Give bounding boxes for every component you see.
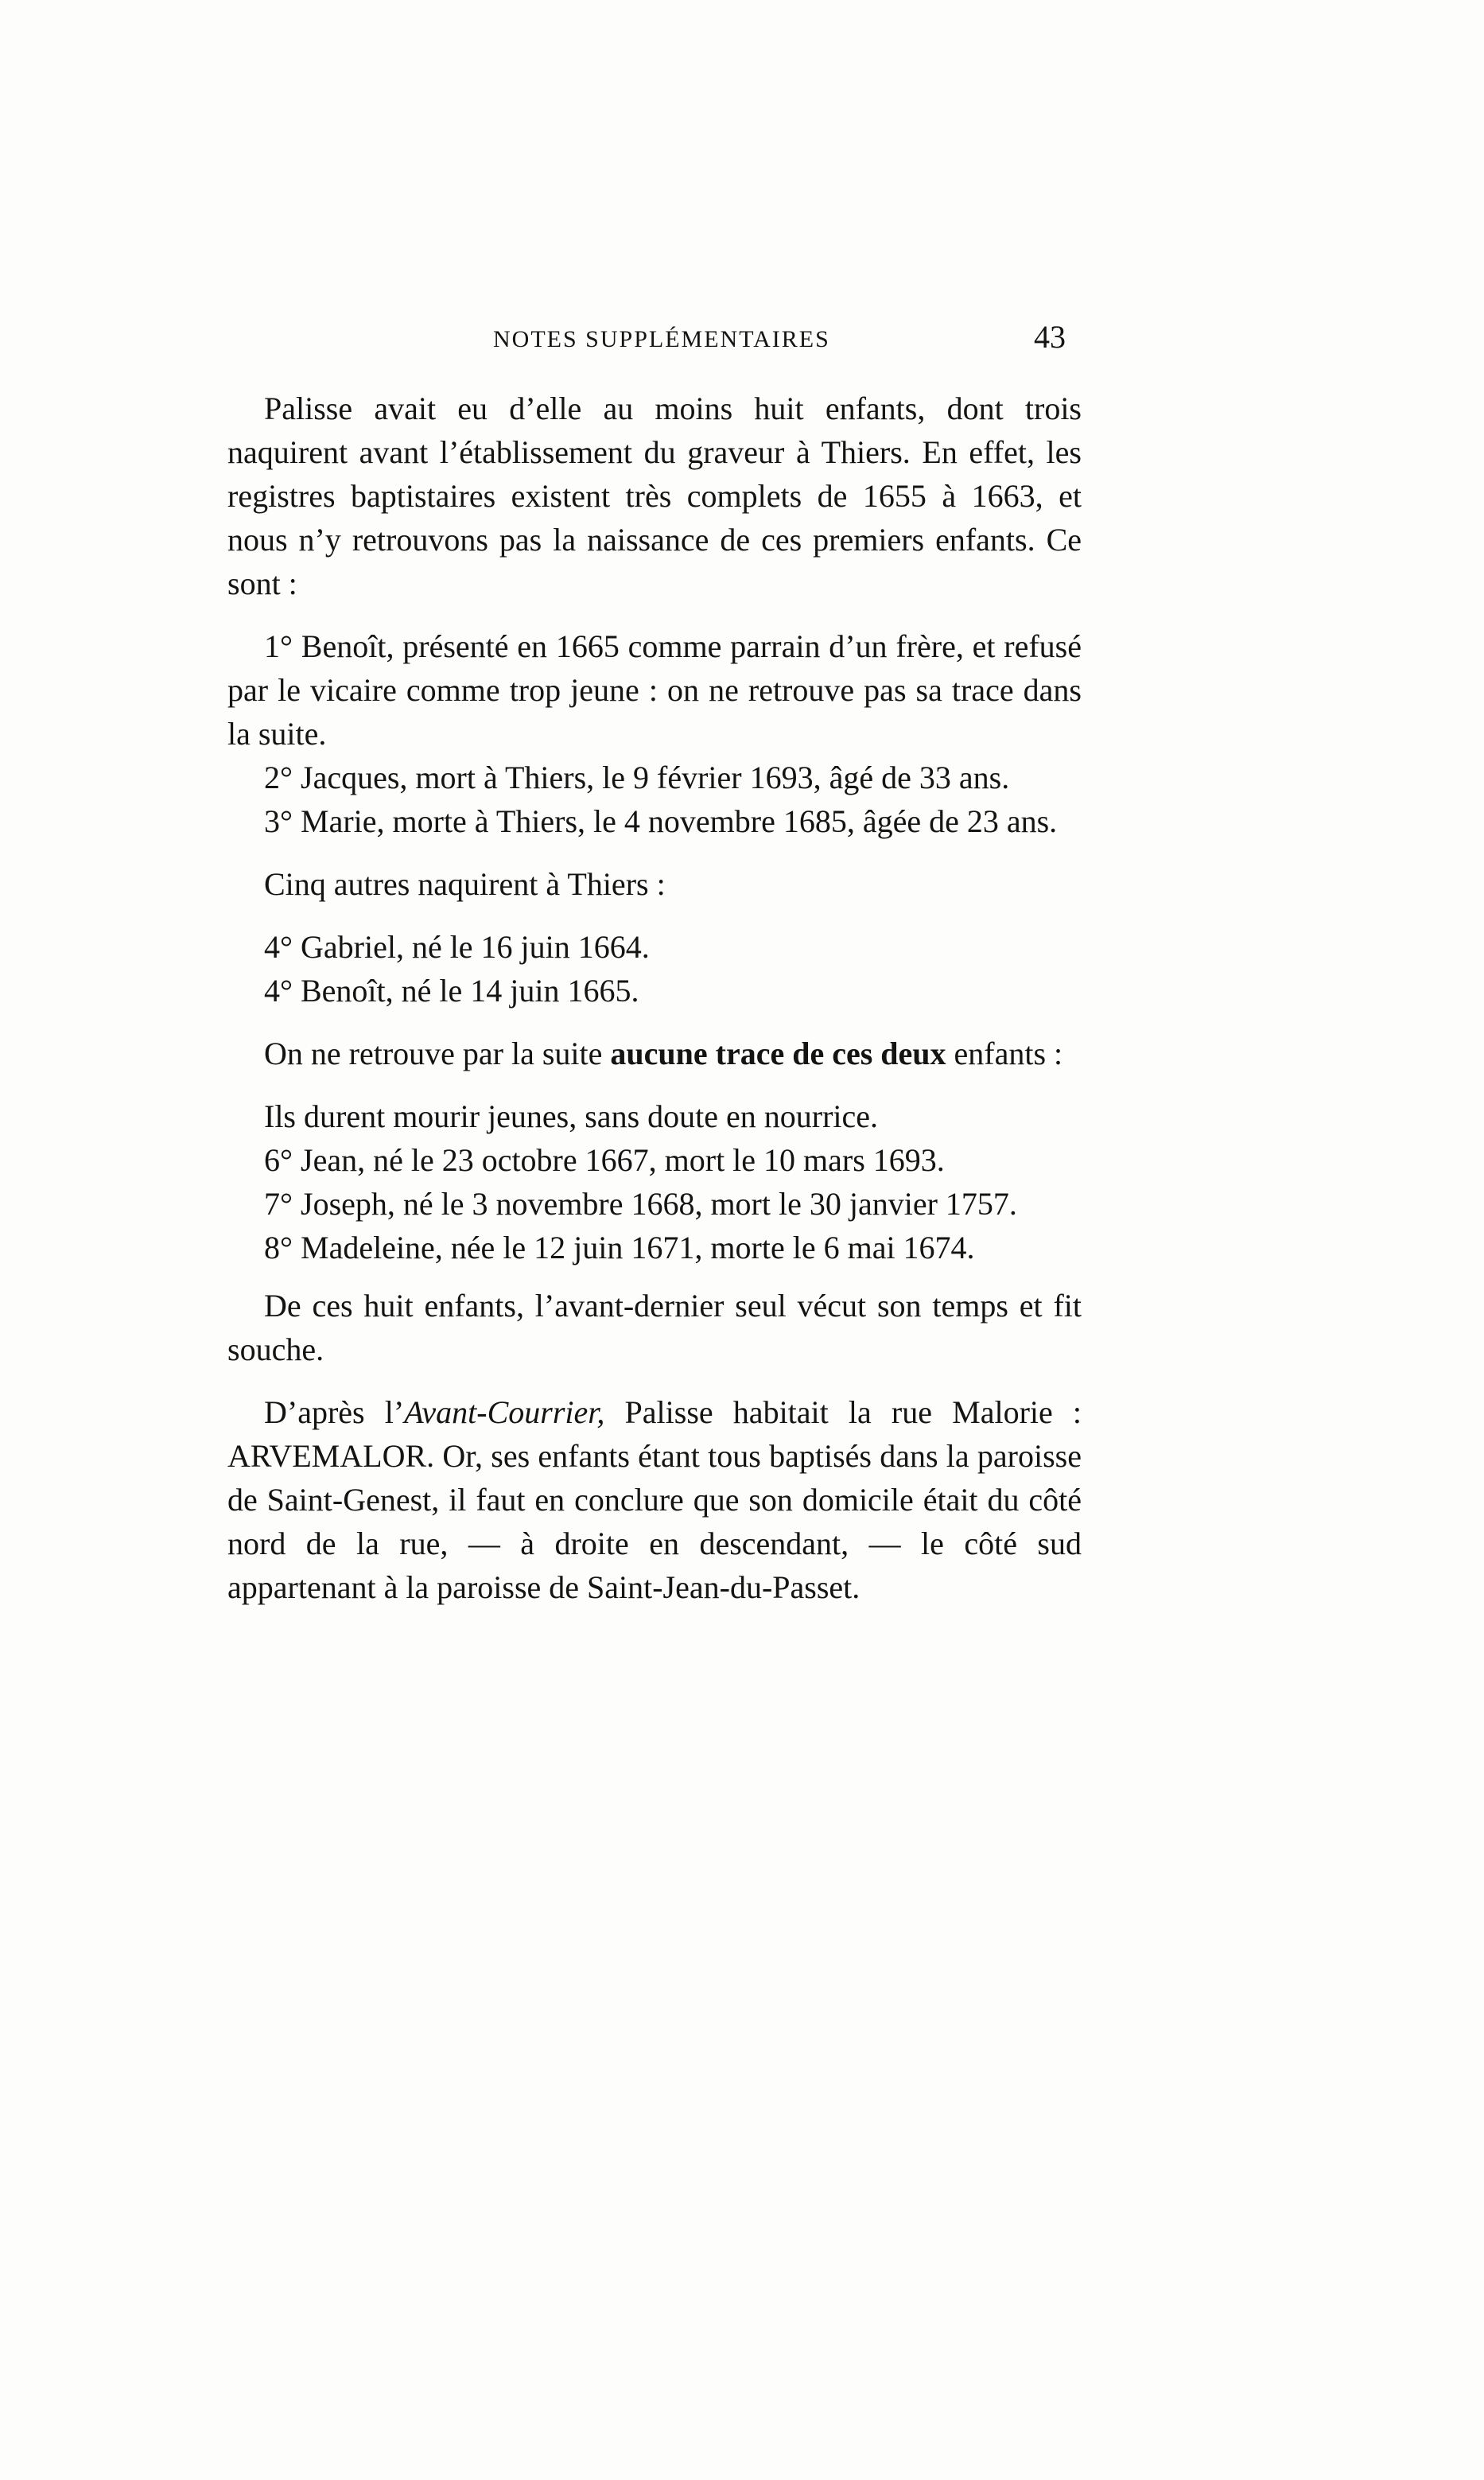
- no-trace-text-bold: aucune trace de ces deux: [610, 1036, 946, 1071]
- running-title: NOTES SUPPLÉMENTAIRES: [493, 326, 830, 352]
- list-item-jacques: 2° Jacques, mort à Thiers, le 9 février 1693, âgé de 33 ans.: [264, 760, 1010, 795]
- page-number: 43: [1034, 319, 1066, 355]
- paragraph-five-others: Cinq autres naquirent à Thiers :: [264, 866, 666, 902]
- no-trace-text-start: On ne retrouve par la suite: [264, 1036, 611, 1071]
- list-item-madeleine: 8° Madeleine, née le 12 juin 1671, morte le 6 mai 1674.: [264, 1230, 975, 1265]
- paragraph-died-young: Ils durent mourir jeunes, sans doute en nourrice.: [264, 1098, 879, 1134]
- avant-courrier-title: Avant-Courrier,: [404, 1394, 605, 1430]
- body-text: [227, 387, 1082, 1609]
- list-item-joseph: 7° Joseph, né le 3 novembre 1668, mort le 30 janvier 1757.: [264, 1186, 1017, 1222]
- paragraph-avant-courrier: [227, 1390, 1082, 1609]
- paragraph-eight-children: De ces huit enfants, l’avant-dernier seul vécut son temps et fit souche.: [227, 1288, 1082, 1367]
- no-trace-text-end: enfants :: [946, 1036, 1063, 1071]
- avant-courrier-text-end: Palisse habitait la rue Malorie : ARVEMALOR. Or, ses enfants étant tous baptisés dans la paroisse de Saint-Genest, il faut en conclure que son domicile était du côté nord de la rue, — à droite en descendant, — le côté sud appartenant à la paroisse de Saint-Jean-du-Passet.: [227, 1394, 1082, 1605]
- list-item-benoit-elder: 1° Benoît, présenté en 1665 comme parrain d’un frère, et refusé par le vicaire comme trop jeune : on ne retrouve pas sa trace dans la suite.: [227, 628, 1082, 752]
- list-item-gabriel: 4° Gabriel, né le 16 juin 1664.: [264, 929, 650, 965]
- paragraph-intro: Palisse avait eu d’elle au moins huit enfants, dont trois naquirent avant l’établissement du graveur à Thiers. En effet, les registres baptistaires existent très complets de 1655 à 1663, et nous n’y retrouvons pas la naissance de ces premiers enfants. Ce sont :: [227, 391, 1082, 601]
- avant-courrier-text-start: D’après l’: [264, 1394, 405, 1430]
- list-item-marie: 3° Marie, morte à Thiers, le 4 novembre 1685, âgée de 23 ans.: [264, 803, 1058, 839]
- paragraph-no-trace: [227, 1032, 1082, 1075]
- list-item-jean: 6° Jean, né le 23 octobre 1667, mort le 10 mars 1693.: [264, 1142, 945, 1178]
- list-item-benoit-younger: 4° Benoît, né le 14 juin 1665.: [264, 973, 639, 1009]
